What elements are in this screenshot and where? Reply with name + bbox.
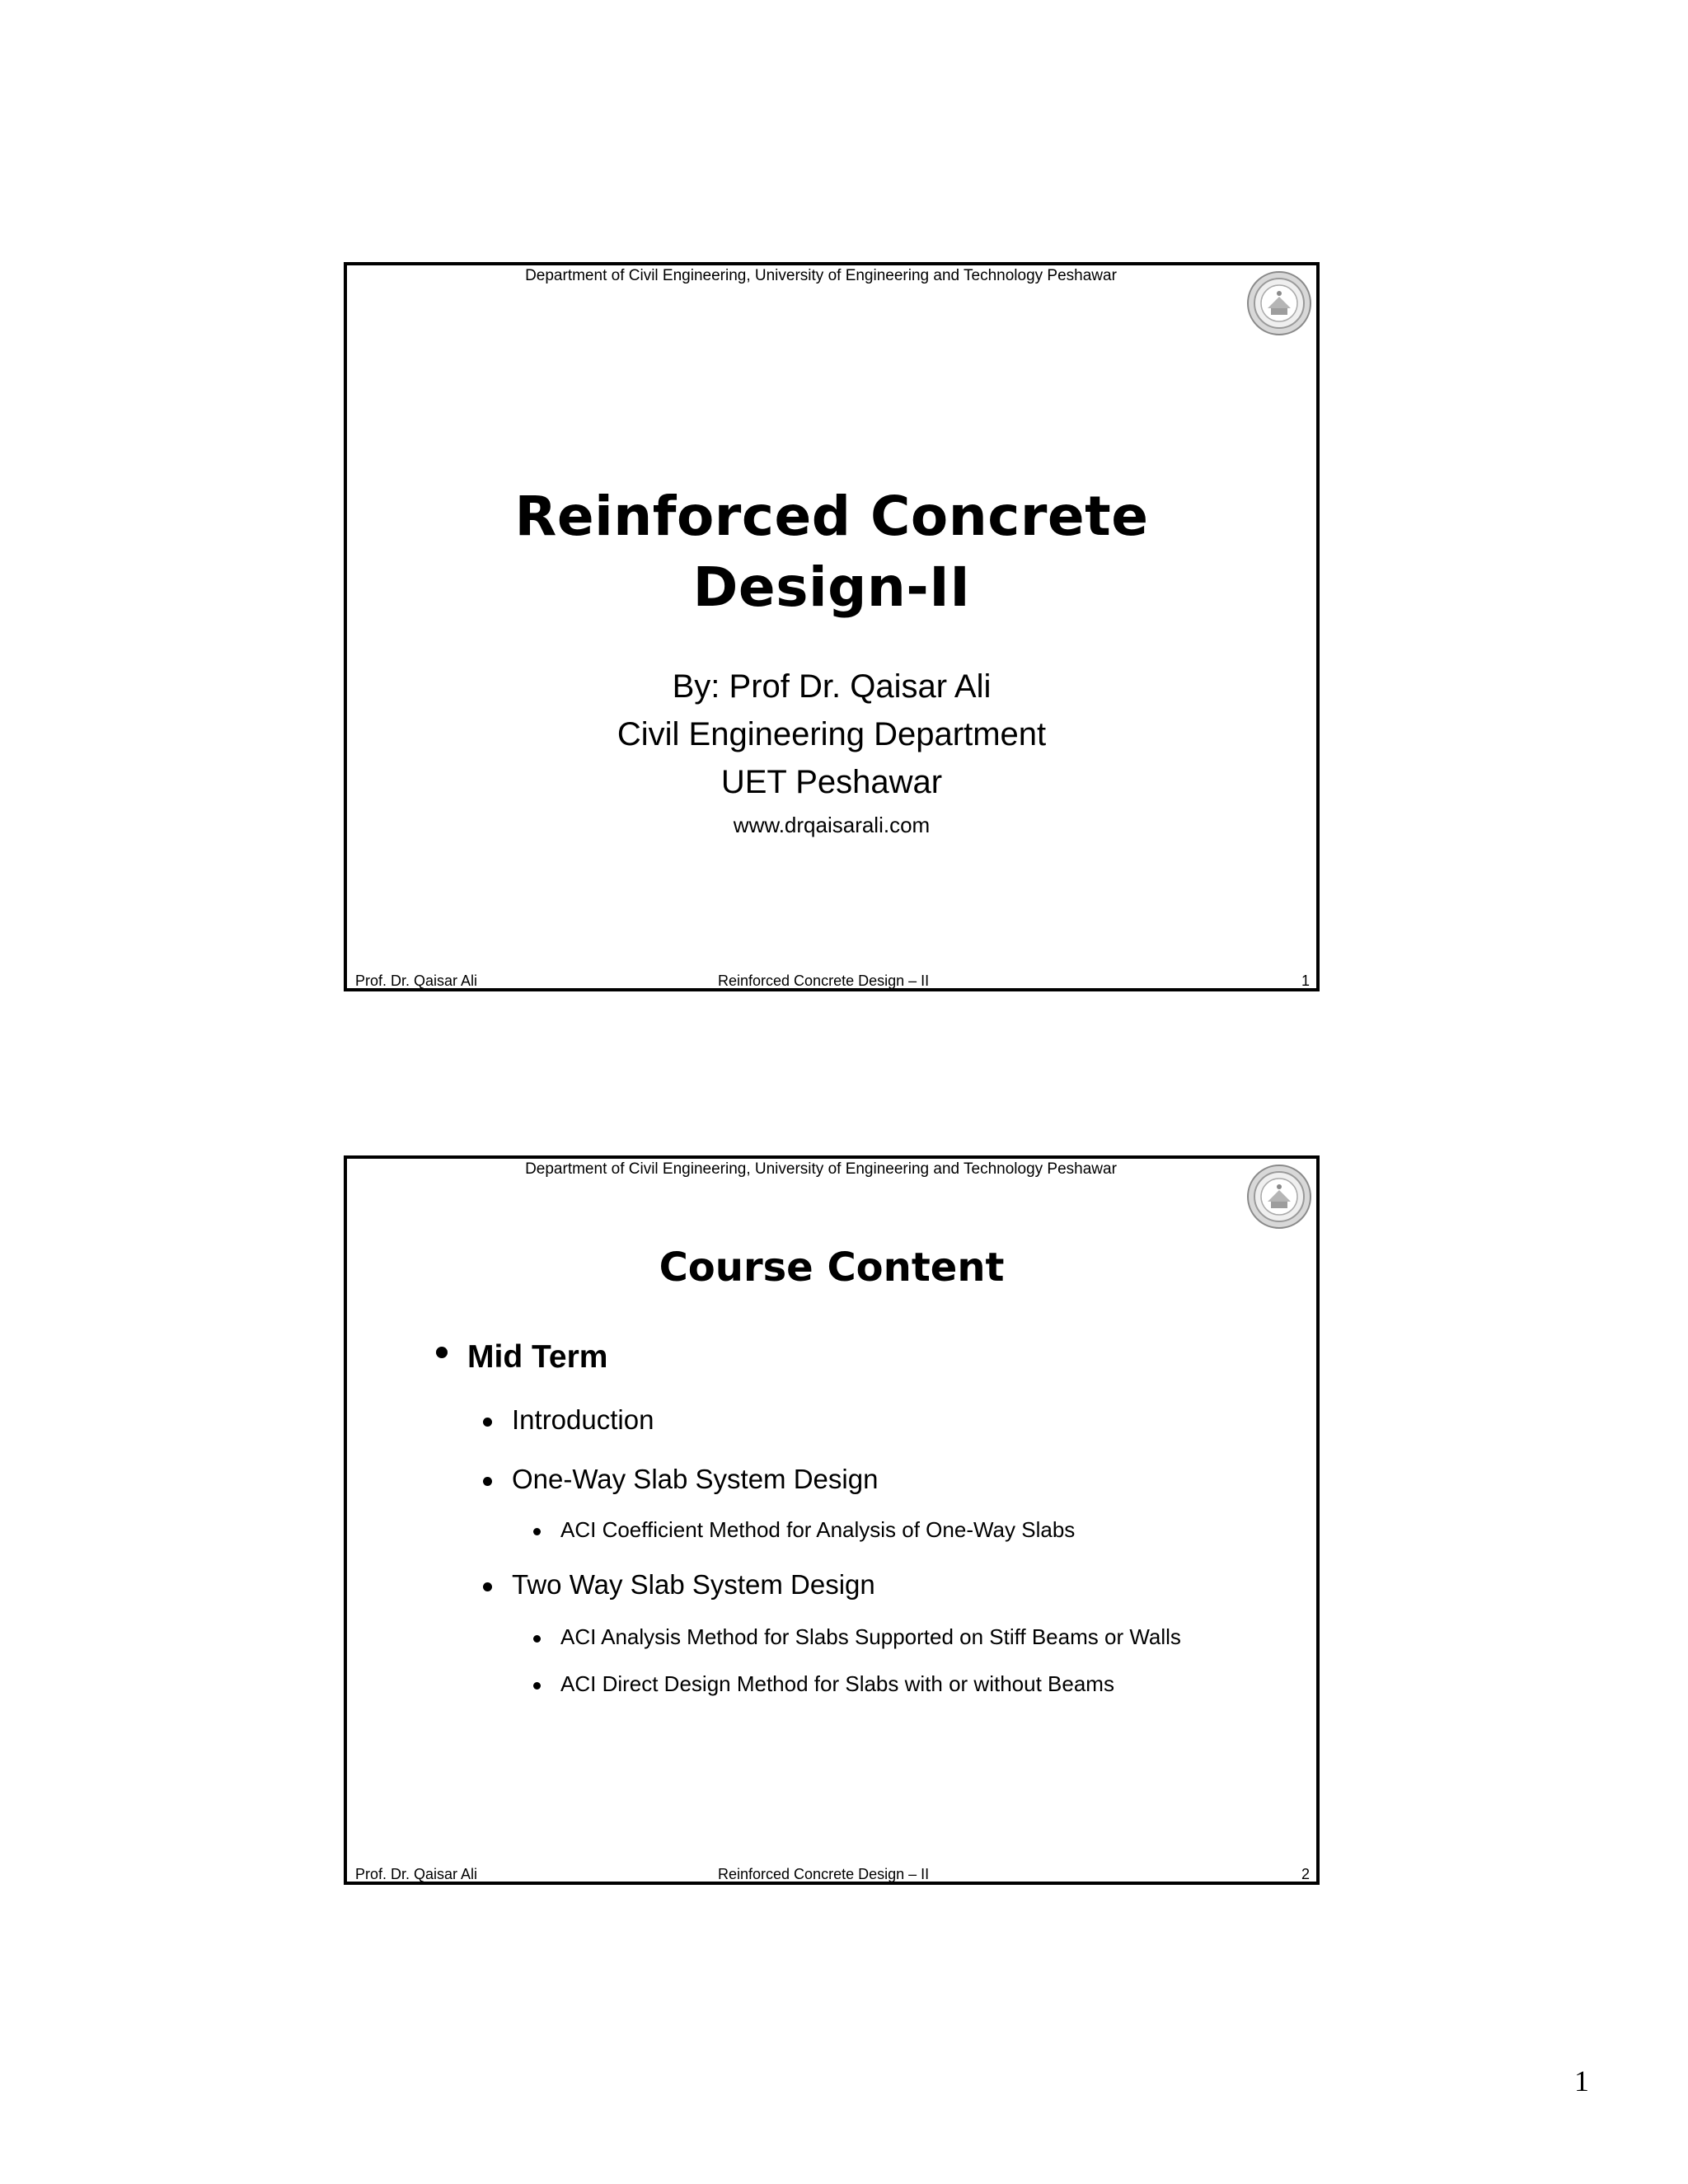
outline-heading xyxy=(436,1337,607,1378)
outline-subitem xyxy=(533,1622,1181,1652)
outline-item-label: Introduction xyxy=(512,1404,654,1435)
slide-1 xyxy=(344,262,1320,991)
outline-item xyxy=(483,1567,875,1603)
bullet-icon xyxy=(483,1582,492,1591)
footer-course: Reinforced Concrete Design – II xyxy=(718,972,930,989)
bullet-icon xyxy=(483,1477,492,1486)
outline-item xyxy=(483,1461,878,1497)
slide-2 xyxy=(344,1155,1320,1885)
outline-subitem-label: ACI Coefficient Method for Analysis of One-Way Slabs xyxy=(560,1517,1076,1542)
outline-item xyxy=(483,1402,654,1438)
bullet-icon xyxy=(483,1418,492,1427)
slide-header: Department of Civil Engineering, University of Engineering and Technology Peshawar xyxy=(525,1160,1117,1178)
bullet-icon xyxy=(533,1635,541,1643)
slide-title-line: Design-II xyxy=(692,555,971,619)
slide-title-line: Reinforced Concrete xyxy=(514,485,1149,548)
outline-item-label: Two Way Slab System Design xyxy=(512,1569,875,1600)
outline-subitem-label: ACI Direct Design Method for Slabs with or without Beams xyxy=(560,1671,1114,1696)
bullet-icon xyxy=(436,1347,448,1358)
footer-author: Prof. Dr. Qaisar Ali xyxy=(355,972,478,989)
author-website: www.drqaisarali.com xyxy=(733,813,931,837)
footer-course: Reinforced Concrete Design – II xyxy=(718,1866,930,1882)
slide-number: 1 xyxy=(1301,972,1310,989)
university-seal-icon xyxy=(1245,269,1313,337)
slide-header: Department of Civil Engineering, University of Engineering and Technology Peshawar xyxy=(525,267,1117,284)
author-line: By: Prof Dr. Qaisar Ali xyxy=(672,668,992,705)
course-outline xyxy=(347,1159,1316,1882)
bullet-icon xyxy=(533,1682,541,1690)
author-line: UET Peshawar xyxy=(720,764,943,800)
outline-heading-label: Mid Term xyxy=(467,1339,608,1375)
outline-subitem xyxy=(533,1515,1075,1544)
outline-subitem xyxy=(533,1669,1114,1699)
slide-number: 2 xyxy=(1301,1866,1310,1882)
slide-title: Course Content xyxy=(659,1244,1005,1291)
author-line: Civil Engineering Department xyxy=(617,716,1047,752)
footer-author: Prof. Dr. Qaisar Ali xyxy=(355,1866,478,1882)
outline-item-label: One-Way Slab System Design xyxy=(512,1464,879,1494)
bullet-icon xyxy=(533,1528,541,1535)
page-number: 1 xyxy=(1574,2064,1589,2097)
outline-subitem-label: ACI Analysis Method for Slabs Supported on Stiff Beams or Walls xyxy=(560,1624,1181,1649)
